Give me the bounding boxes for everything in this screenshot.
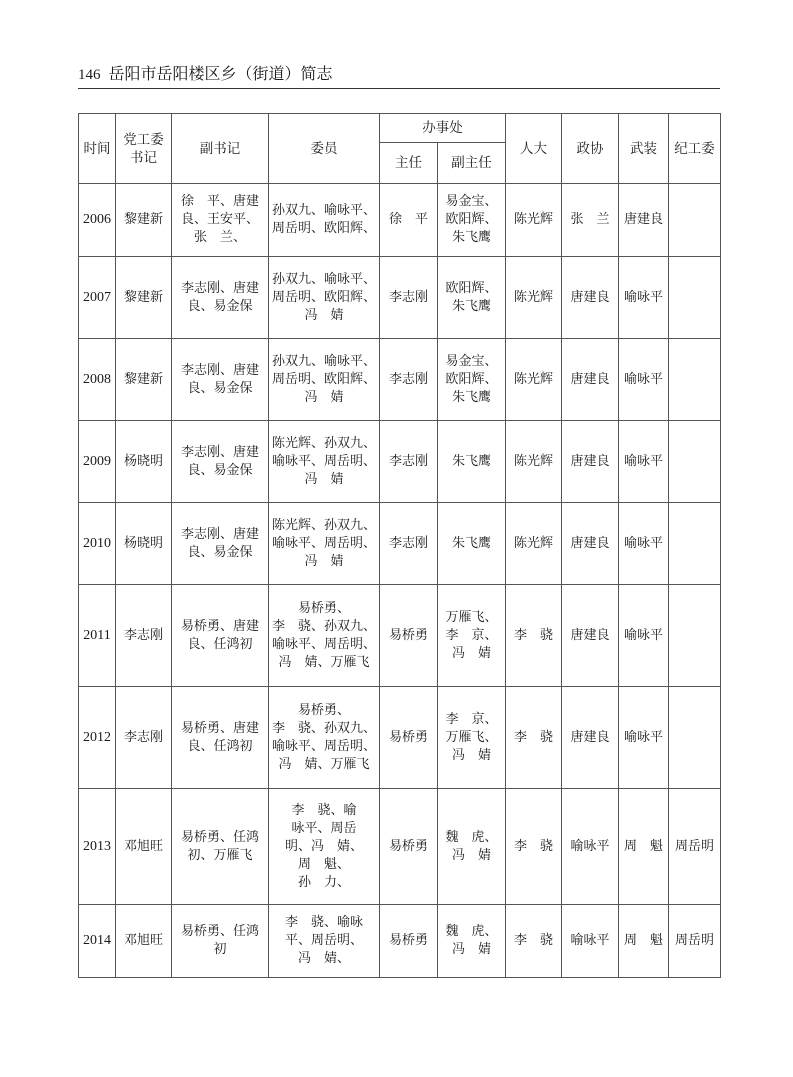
cppcc-cell: 喻咏平 bbox=[562, 789, 619, 905]
page-header bbox=[78, 60, 720, 89]
header-director: 主任 bbox=[380, 143, 438, 184]
members-cell-line: 周 魁、 bbox=[297, 856, 350, 872]
members-cell-line: 平、周岳明、 bbox=[284, 933, 363, 948]
deputy-secretary-cell-line: 易桥勇、唐建 bbox=[180, 720, 259, 736]
deputy-secretary-cell-line: 良、易金保 bbox=[187, 380, 253, 396]
members-cell-line: 陈光辉、孙双九、 bbox=[271, 517, 376, 533]
armed-cell: 喻咏平 bbox=[619, 687, 669, 789]
cppcc-cell: 唐建良 bbox=[562, 585, 619, 687]
header-party-secretary: 党工委 书记 bbox=[116, 114, 172, 184]
deputy-director-cell-line: 万雁飞、 bbox=[445, 729, 498, 745]
deputy-director-cell-line: 冯 婧 bbox=[451, 942, 491, 957]
members-cell-line: 冯 婧 bbox=[304, 389, 344, 405]
members-cell bbox=[269, 585, 380, 687]
year-cell: 2012 bbox=[79, 687, 116, 789]
members-cell-line: 孙双九、喻咏平、 bbox=[271, 353, 376, 369]
header-year: 时间 bbox=[79, 114, 116, 184]
deputy-secretary-cell-line: 张 兰、 bbox=[193, 230, 246, 245]
discipline-cell: 周岳明 bbox=[669, 905, 721, 978]
members-cell-line: 孙 力、 bbox=[297, 874, 350, 890]
discipline-cell bbox=[669, 687, 721, 789]
director-cell: 李志刚 bbox=[380, 257, 438, 339]
deputy-secretary-cell bbox=[172, 257, 269, 339]
deputy-director-cell-line: 欧阳辉、 bbox=[445, 371, 498, 387]
members-cell-line: 李 骁、孙双九、 bbox=[271, 618, 376, 634]
discipline-cell bbox=[669, 585, 721, 687]
cppcc-cell: 唐建良 bbox=[562, 257, 619, 339]
deputy-director-cell-line: 易金宝、 bbox=[445, 353, 498, 369]
members-cell-line: 孙双九、喻咏平、 bbox=[271, 271, 376, 287]
director-cell: 李志刚 bbox=[380, 421, 438, 503]
members-cell-line: 易桥勇、 bbox=[297, 702, 350, 718]
members-cell-line: 易桥勇、 bbox=[297, 600, 350, 616]
header-discipline: 纪工委 bbox=[669, 114, 721, 184]
director-cell: 李志刚 bbox=[380, 503, 438, 585]
deputy-secretary-cell-line: 易桥勇、唐建 bbox=[180, 618, 259, 634]
year-cell: 2009 bbox=[79, 421, 116, 503]
page-number: 146 bbox=[78, 67, 101, 83]
members-cell-line: 冯 婧 bbox=[304, 307, 344, 323]
deputy-director-cell-line: 欧阳辉、 bbox=[445, 280, 498, 296]
header-office: 办事处 bbox=[380, 114, 506, 143]
director-cell: 易桥勇 bbox=[380, 905, 438, 978]
table-row bbox=[79, 905, 721, 978]
npc-cell: 李 骁 bbox=[506, 905, 562, 978]
deputy-director-cell-line: 冯 婧 bbox=[451, 645, 491, 661]
discipline-cell bbox=[669, 421, 721, 503]
secretary-cell: 黎建新 bbox=[116, 184, 172, 257]
director-cell: 徐 平 bbox=[380, 184, 438, 257]
cppcc-cell: 唐建良 bbox=[562, 421, 619, 503]
members-cell-line: 喻咏平、周岳明、 bbox=[271, 636, 376, 652]
deputy-director-cell-line: 冯 婧 bbox=[451, 847, 491, 863]
header-npc: 人大 bbox=[506, 114, 562, 184]
secretary-cell: 黎建新 bbox=[116, 257, 172, 339]
deputy-director-cell-line: 魏 虎、 bbox=[445, 829, 498, 845]
members-cell-line: 喻咏平、周岳明、 bbox=[271, 738, 376, 754]
secretary-cell: 李志刚 bbox=[116, 687, 172, 789]
deputy-secretary-cell bbox=[172, 184, 269, 257]
deputy-secretary-cell-line: 易桥勇、任鸿 bbox=[180, 829, 259, 845]
discipline-cell bbox=[669, 257, 721, 339]
deputy-director-cell bbox=[438, 687, 506, 789]
npc-cell: 陈光辉 bbox=[506, 257, 562, 339]
discipline-cell bbox=[669, 339, 721, 421]
deputy-director-cell-line: 朱飞鹰 bbox=[451, 453, 491, 469]
members-cell-line: 喻咏平、周岳明、 bbox=[271, 535, 376, 551]
header-armed: 武装 bbox=[619, 114, 669, 184]
npc-cell: 陈光辉 bbox=[506, 184, 562, 257]
year-cell: 2011 bbox=[79, 585, 116, 687]
members-cell-line: 陈光辉、孙双九、 bbox=[271, 435, 376, 451]
deputy-director-cell-line: 朱飞鹰 bbox=[451, 535, 491, 551]
npc-cell: 李 骁 bbox=[506, 687, 562, 789]
deputy-director-cell-line: 易金宝、 bbox=[445, 194, 498, 209]
cppcc-cell: 张 兰 bbox=[562, 184, 619, 257]
discipline-cell bbox=[669, 184, 721, 257]
deputy-secretary-cell-line: 徐 平、唐建 bbox=[180, 194, 259, 209]
deputy-director-cell-line: 朱飞鹰 bbox=[451, 230, 491, 245]
year-cell: 2007 bbox=[79, 257, 116, 339]
deputy-director-cell-line: 魏 虎、 bbox=[445, 924, 498, 939]
deputy-director-cell-line: 朱飞鹰 bbox=[451, 389, 491, 405]
deputy-secretary-cell bbox=[172, 503, 269, 585]
members-cell bbox=[269, 905, 380, 978]
year-cell: 2006 bbox=[79, 184, 116, 257]
members-cell bbox=[269, 421, 380, 503]
deputy-secretary-cell-line: 初 bbox=[213, 942, 227, 957]
deputy-secretary-cell bbox=[172, 687, 269, 789]
year-cell: 2014 bbox=[79, 905, 116, 978]
deputy-secretary-cell-line: 良、任鸿初 bbox=[187, 738, 253, 754]
cppcc-cell: 唐建良 bbox=[562, 687, 619, 789]
armed-cell: 喻咏平 bbox=[619, 257, 669, 339]
deputy-director-cell-line: 李 京、 bbox=[445, 627, 498, 643]
cppcc-cell: 喻咏平 bbox=[562, 905, 619, 978]
table-row bbox=[79, 184, 721, 257]
header-members: 委员 bbox=[269, 114, 380, 184]
armed-cell: 周 魁 bbox=[619, 905, 669, 978]
cppcc-cell: 唐建良 bbox=[562, 339, 619, 421]
header-deputy-secretary: 副书记 bbox=[172, 114, 269, 184]
discipline-cell bbox=[669, 503, 721, 585]
deputy-secretary-cell-line: 初、万雁飞 bbox=[187, 847, 253, 863]
armed-cell: 周 魁 bbox=[619, 789, 669, 905]
deputy-secretary-cell bbox=[172, 421, 269, 503]
members-cell-line: 周岳明、欧阳辉、 bbox=[271, 289, 376, 305]
deputy-secretary-cell-line: 李志刚、唐建 bbox=[180, 526, 259, 542]
members-cell-line: 周岳明、欧阳辉、 bbox=[271, 371, 376, 387]
armed-cell: 唐建良 bbox=[619, 184, 669, 257]
members-cell-line: 明、冯 婧、 bbox=[284, 838, 363, 854]
table-body bbox=[79, 184, 721, 978]
table-row bbox=[79, 257, 721, 339]
year-cell: 2013 bbox=[79, 789, 116, 905]
deputy-secretary-cell-line: 良、易金保 bbox=[187, 462, 253, 478]
year-cell: 2010 bbox=[79, 503, 116, 585]
deputy-director-cell bbox=[438, 585, 506, 687]
deputy-director-cell bbox=[438, 421, 506, 503]
table-row bbox=[79, 421, 721, 503]
table-row bbox=[79, 789, 721, 905]
director-cell: 易桥勇 bbox=[380, 789, 438, 905]
armed-cell: 喻咏平 bbox=[619, 585, 669, 687]
table-row bbox=[79, 503, 721, 585]
deputy-secretary-cell-line: 良、王安平、 bbox=[180, 212, 259, 227]
armed-cell: 喻咏平 bbox=[619, 339, 669, 421]
deputy-secretary-cell-line: 易桥勇、任鸿 bbox=[180, 924, 259, 939]
deputy-director-cell bbox=[438, 257, 506, 339]
discipline-cell: 周岳明 bbox=[669, 789, 721, 905]
secretary-cell: 杨晓明 bbox=[116, 421, 172, 503]
year-cell: 2008 bbox=[79, 339, 116, 421]
director-cell: 李志刚 bbox=[380, 339, 438, 421]
members-cell-line: 冯 婧、 bbox=[297, 951, 350, 966]
armed-cell: 喻咏平 bbox=[619, 503, 669, 585]
deputy-secretary-cell-line: 良、易金保 bbox=[187, 544, 253, 560]
members-cell-line: 冯 婧 bbox=[304, 471, 344, 487]
deputy-secretary-cell-line: 李志刚、唐建 bbox=[180, 362, 259, 378]
secretary-cell: 黎建新 bbox=[116, 339, 172, 421]
secretary-cell: 邓旭旺 bbox=[116, 789, 172, 905]
members-cell-line: 李 骁、孙双九、 bbox=[271, 720, 376, 736]
npc-cell: 李 骁 bbox=[506, 585, 562, 687]
secretary-cell: 李志刚 bbox=[116, 585, 172, 687]
deputy-secretary-cell-line: 良、易金保 bbox=[187, 298, 253, 314]
members-cell-line: 李 骁、喻咏 bbox=[284, 915, 363, 930]
deputy-director-cell bbox=[438, 339, 506, 421]
members-cell-line: 孙双九、喻咏平、 bbox=[271, 203, 376, 218]
deputy-director-cell bbox=[438, 789, 506, 905]
members-cell-line: 冯 婧 bbox=[304, 553, 344, 569]
members-cell-line: 冯 婧、万雁飞 bbox=[278, 756, 370, 772]
deputy-director-cell bbox=[438, 905, 506, 978]
header-cppcc: 政协 bbox=[562, 114, 619, 184]
table-row bbox=[79, 339, 721, 421]
officials-table bbox=[78, 113, 721, 978]
members-cell bbox=[269, 687, 380, 789]
secretary-cell: 杨晓明 bbox=[116, 503, 172, 585]
deputy-secretary-cell-line: 良、任鸿初 bbox=[187, 636, 253, 652]
npc-cell: 陈光辉 bbox=[506, 421, 562, 503]
deputy-secretary-cell bbox=[172, 339, 269, 421]
members-cell-line: 周岳明、欧阳辉、 bbox=[271, 221, 376, 236]
cppcc-cell: 唐建良 bbox=[562, 503, 619, 585]
deputy-director-cell bbox=[438, 503, 506, 585]
deputy-secretary-cell bbox=[172, 585, 269, 687]
armed-cell: 喻咏平 bbox=[619, 421, 669, 503]
deputy-director-cell-line: 欧阳辉、 bbox=[445, 212, 498, 227]
members-cell bbox=[269, 503, 380, 585]
header-deputy-director: 副主任 bbox=[438, 143, 506, 184]
npc-cell: 陈光辉 bbox=[506, 339, 562, 421]
deputy-secretary-cell-line: 李志刚、唐建 bbox=[180, 444, 259, 460]
director-cell: 易桥勇 bbox=[380, 585, 438, 687]
members-cell bbox=[269, 257, 380, 339]
npc-cell: 陈光辉 bbox=[506, 503, 562, 585]
members-cell-line: 咏平、周岳 bbox=[291, 820, 357, 836]
deputy-secretary-cell-line: 李志刚、唐建 bbox=[180, 280, 259, 296]
deputy-secretary-cell bbox=[172, 789, 269, 905]
members-cell-line: 李 骁、喻 bbox=[291, 802, 357, 818]
deputy-director-cell-line: 李 京、 bbox=[445, 711, 498, 727]
secretary-cell: 邓旭旺 bbox=[116, 905, 172, 978]
deputy-secretary-cell bbox=[172, 905, 269, 978]
members-cell bbox=[269, 789, 380, 905]
deputy-director-cell-line: 朱飞鹰 bbox=[451, 298, 491, 314]
members-cell-line: 喻咏平、周岳明、 bbox=[271, 453, 376, 469]
table-row bbox=[79, 585, 721, 687]
deputy-director-cell-line: 万雁飞、 bbox=[445, 609, 498, 625]
deputy-director-cell bbox=[438, 184, 506, 257]
page-title: 岳阳市岳阳楼区乡（街道）简志 bbox=[108, 64, 333, 83]
members-cell bbox=[269, 339, 380, 421]
director-cell: 易桥勇 bbox=[380, 687, 438, 789]
npc-cell: 李 骁 bbox=[506, 789, 562, 905]
table-row bbox=[79, 687, 721, 789]
members-cell-line: 冯 婧、万雁飞 bbox=[278, 654, 370, 670]
deputy-director-cell-line: 冯 婧 bbox=[451, 747, 491, 763]
members-cell bbox=[269, 184, 380, 257]
